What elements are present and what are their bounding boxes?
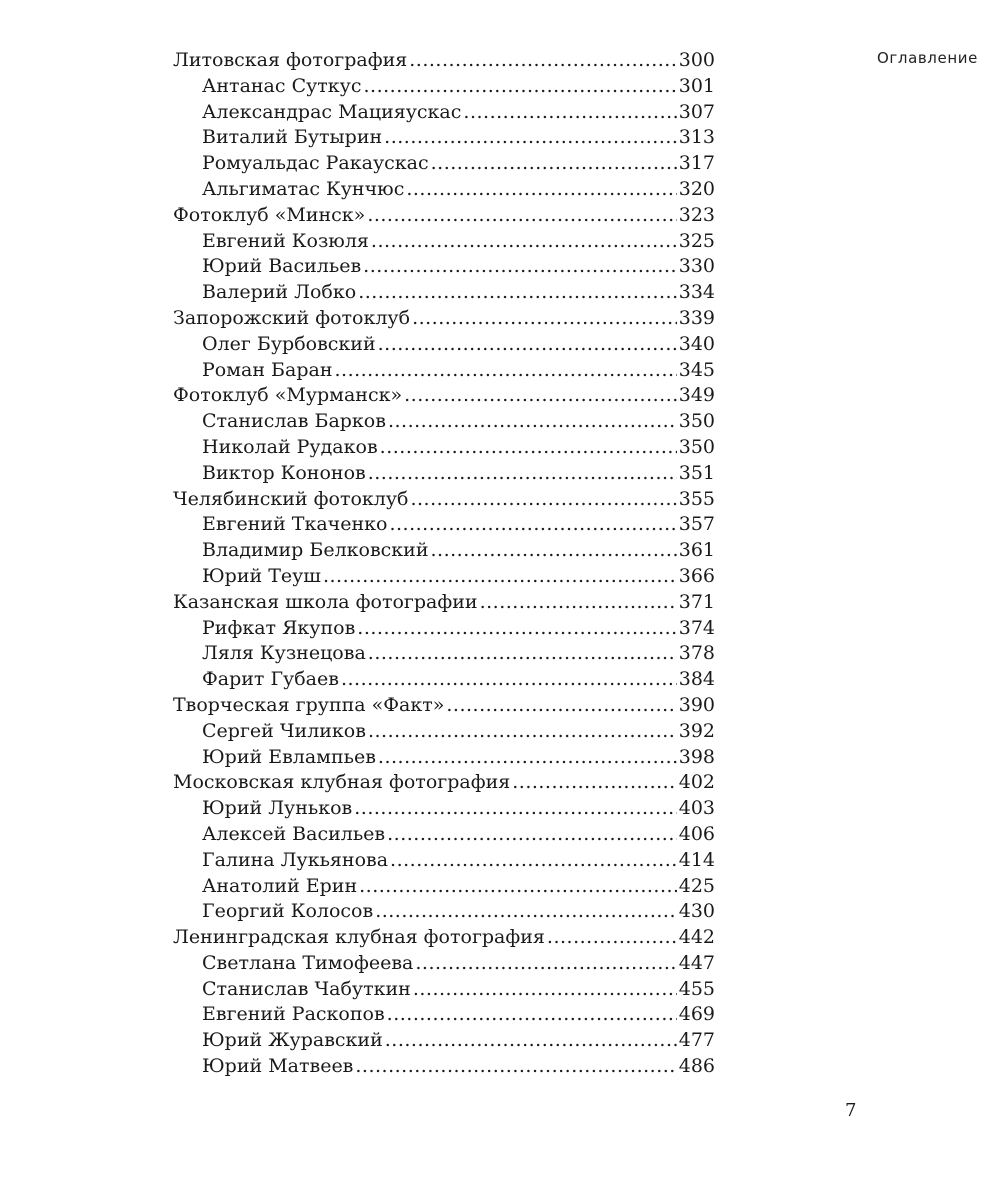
toc-entry-title: Алексей Васильев (202, 822, 386, 845)
toc-leader-dots (406, 177, 676, 203)
toc-entry-title: Юрий Луньков (202, 797, 353, 820)
toc-entry-title: Виктор Кононов (202, 461, 366, 484)
toc-leader-dots (368, 719, 677, 745)
toc-author-entry[interactable] (173, 796, 715, 822)
toc-entry-page: 330 (678, 255, 715, 278)
toc-entry-title: Николай Рудаков (202, 435, 378, 458)
toc-entry-title: Ляля Кузнецова (202, 642, 366, 665)
toc-entry-page: 384 (678, 668, 715, 691)
toc-leader-dots (480, 590, 677, 616)
toc-section-entry[interactable] (173, 48, 715, 74)
toc-author-entry[interactable] (173, 538, 715, 564)
toc-author-entry[interactable] (173, 332, 715, 358)
table-of-contents (173, 48, 715, 1080)
toc-leader-dots (371, 229, 677, 255)
toc-author-entry[interactable] (173, 151, 715, 177)
toc-entry-page: 301 (678, 74, 715, 97)
toc-section-entry[interactable] (173, 306, 715, 332)
toc-author-entry[interactable] (173, 951, 715, 977)
toc-leader-dots (415, 951, 676, 977)
toc-entry-page: 320 (678, 177, 715, 200)
toc-entry-page: 313 (678, 126, 715, 149)
toc-leader-dots (388, 409, 677, 435)
toc-author-entry[interactable] (173, 616, 715, 642)
toc-author-entry[interactable] (173, 564, 715, 590)
toc-entry-title: Анатолий Ерин (202, 874, 358, 897)
toc-author-entry[interactable] (173, 848, 715, 874)
toc-author-entry[interactable] (173, 125, 715, 151)
toc-entry-title: Владимир Белковский (202, 539, 429, 562)
toc-entry-title: Станислав Барков (202, 410, 386, 433)
toc-author-entry[interactable] (173, 435, 715, 461)
toc-leader-dots (364, 74, 677, 100)
toc-entry-title: Казанская школа фотографии (173, 590, 478, 613)
toc-author-entry[interactable] (173, 229, 715, 255)
toc-entry-title: Юрий Евлампьев (202, 745, 376, 768)
toc-leader-dots (385, 1028, 677, 1054)
toc-leader-dots (378, 332, 677, 358)
toc-leader-dots (378, 745, 677, 771)
toc-author-entry[interactable] (173, 100, 715, 126)
toc-leader-dots (387, 1002, 677, 1028)
toc-entry-title: Московская клубная фотография (173, 771, 511, 794)
toc-entry-page: 340 (678, 332, 715, 355)
toc-entry-page: 349 (678, 384, 715, 407)
toc-entry-title: Фарит Губаев (202, 668, 339, 691)
toc-entry-page: 361 (678, 539, 715, 562)
toc-leader-dots (368, 461, 677, 487)
toc-leader-dots (368, 641, 677, 667)
toc-entry-title: Фотоклуб «Мурманск» (173, 384, 403, 407)
toc-leader-dots (431, 538, 677, 564)
toc-entry-title: Виталий Бутырин (202, 126, 383, 149)
toc-entry-page: 486 (678, 1055, 715, 1078)
toc-author-entry[interactable] (173, 512, 715, 538)
toc-author-entry[interactable] (173, 641, 715, 667)
toc-entry-page: 371 (678, 590, 715, 613)
toc-entry-page: 414 (678, 848, 715, 871)
toc-entry-page: 307 (678, 100, 715, 123)
toc-entry-page: 442 (678, 926, 715, 949)
toc-entry-page: 390 (678, 693, 715, 716)
toc-entry-title: Запорожский фотоклуб (173, 306, 411, 329)
toc-leader-dots (412, 306, 677, 332)
toc-entry-title: Юрий Васильев (202, 255, 362, 278)
toc-author-entry[interactable] (173, 977, 715, 1003)
toc-entry-page: 350 (678, 410, 715, 433)
toc-leader-dots (384, 125, 677, 151)
toc-entry-page: 317 (678, 152, 715, 175)
toc-entry-page: 323 (678, 203, 715, 226)
toc-entry-title: Станислав Чабуткин (202, 977, 411, 1000)
toc-author-entry[interactable] (173, 899, 715, 925)
toc-author-entry[interactable] (173, 358, 715, 384)
toc-entry-page: 355 (678, 487, 715, 510)
toc-entry-page: 339 (678, 306, 715, 329)
toc-entry-title: Юрий Журавский (202, 1029, 383, 1052)
toc-leader-dots (359, 874, 677, 900)
toc-leader-dots (389, 512, 676, 538)
toc-leader-dots (358, 280, 677, 306)
toc-leader-dots (404, 383, 677, 409)
toc-entry-page: 392 (678, 719, 715, 742)
toc-entry-page: 477 (678, 1029, 715, 1052)
toc-entry-title: Александрас Мацияускас (202, 100, 462, 123)
toc-author-entry[interactable] (173, 409, 715, 435)
toc-entry-title: Сергей Чиликов (202, 719, 366, 742)
toc-leader-dots (409, 48, 676, 74)
toc-section-entry[interactable] (173, 693, 715, 719)
toc-entry-title: Евгений Ткаченко (202, 513, 388, 536)
toc-leader-dots (380, 435, 677, 461)
toc-entry-title: Антанас Суткус (202, 74, 362, 97)
toc-leader-dots (355, 1054, 676, 1080)
toc-author-entry[interactable] (173, 461, 715, 487)
toc-entry-title: Творческая группа «Факт» (173, 693, 445, 716)
toc-section-entry[interactable] (173, 383, 715, 409)
toc-section-entry[interactable] (173, 770, 715, 796)
toc-leader-dots (410, 487, 676, 513)
toc-leader-dots (341, 667, 677, 693)
toc-leader-dots (354, 796, 676, 822)
running-head: Оглавление (877, 49, 978, 67)
toc-entry-page: 447 (678, 951, 715, 974)
toc-entry-page: 334 (678, 281, 715, 304)
toc-leader-dots (512, 770, 677, 796)
toc-entry-page: 455 (678, 977, 715, 1000)
toc-leader-dots (431, 151, 677, 177)
toc-entry-page: 406 (678, 822, 715, 845)
toc-leader-dots (463, 100, 676, 126)
toc-entry-page: 325 (678, 229, 715, 252)
toc-author-entry[interactable] (173, 822, 715, 848)
toc-entry-page: 403 (678, 797, 715, 820)
toc-entry-page: 351 (678, 461, 715, 484)
toc-entry-page: 374 (678, 616, 715, 639)
toc-entry-title: Евгений Раскопов (202, 1003, 385, 1026)
toc-entry-title: Альгиматас Кунчюс (202, 177, 405, 200)
toc-entry-title: Валерий Лобко (202, 281, 357, 304)
toc-entry-title: Евгений Козюля (202, 229, 369, 252)
toc-entry-page: 430 (678, 900, 715, 923)
toc-entry-title: Юрий Теуш (202, 564, 321, 587)
toc-leader-dots (363, 254, 677, 280)
toc-entry-page: 402 (678, 771, 715, 794)
toc-section-entry[interactable] (173, 203, 715, 229)
toc-leader-dots (334, 358, 676, 384)
toc-leader-dots (367, 203, 676, 229)
toc-entry-page: 357 (678, 513, 715, 536)
toc-author-entry[interactable] (173, 745, 715, 771)
toc-author-entry[interactable] (173, 280, 715, 306)
toc-entry-title: Роман Баран (202, 358, 333, 381)
toc-entry-title: Ромуальдас Ракаускас (202, 152, 429, 175)
toc-leader-dots (375, 899, 677, 925)
toc-entry-page: 300 (678, 49, 715, 71)
toc-entry-title: Фотоклуб «Минск» (173, 203, 366, 226)
toc-leader-dots (323, 564, 677, 590)
toc-entry-page: 345 (678, 358, 715, 381)
toc-leader-dots (387, 822, 677, 848)
toc-entry-page: 350 (678, 435, 715, 458)
toc-author-entry[interactable] (173, 177, 715, 203)
toc-entry-page: 425 (678, 874, 715, 897)
toc-leader-dots (390, 848, 677, 874)
toc-entry-page: 366 (678, 564, 715, 587)
toc-entry-page: 398 (678, 745, 715, 768)
toc-section-entry[interactable] (173, 590, 715, 616)
toc-author-entry[interactable] (173, 719, 715, 745)
toc-section-entry[interactable] (173, 925, 715, 951)
toc-leader-dots (547, 925, 677, 951)
toc-leader-dots (446, 693, 676, 719)
toc-entry-title: Светлана Тимофеева (202, 951, 414, 974)
toc-author-entry[interactable] (173, 667, 715, 693)
toc-author-entry[interactable] (173, 74, 715, 100)
toc-entry-title: Галина Лукьянова (202, 848, 389, 871)
toc-entry-title: Георгий Колосов (202, 900, 374, 923)
toc-author-entry[interactable] (173, 1028, 715, 1054)
toc-leader-dots (357, 616, 676, 642)
toc-entry-title: Челябинский фотоклуб (173, 487, 409, 510)
page-number: 7 (845, 1100, 857, 1121)
toc-author-entry[interactable] (173, 1054, 715, 1080)
toc-entry-page: 469 (678, 1003, 715, 1026)
toc-entry-title: Литовская фотография (173, 49, 408, 71)
toc-entry-title: Юрий Матвеев (202, 1055, 354, 1078)
toc-entry-page: 378 (678, 642, 715, 665)
toc-leader-dots (413, 977, 677, 1003)
toc-author-entry[interactable] (173, 254, 715, 280)
toc-entry-title: Рифкат Якупов (202, 616, 356, 639)
toc-entry-title: Ленинградская клубная фотография (173, 926, 545, 949)
toc-section-entry[interactable] (173, 487, 715, 513)
toc-author-entry[interactable] (173, 874, 715, 900)
toc-author-entry[interactable] (173, 1002, 715, 1028)
toc-entry-title: Олег Бурбовский (202, 332, 376, 355)
